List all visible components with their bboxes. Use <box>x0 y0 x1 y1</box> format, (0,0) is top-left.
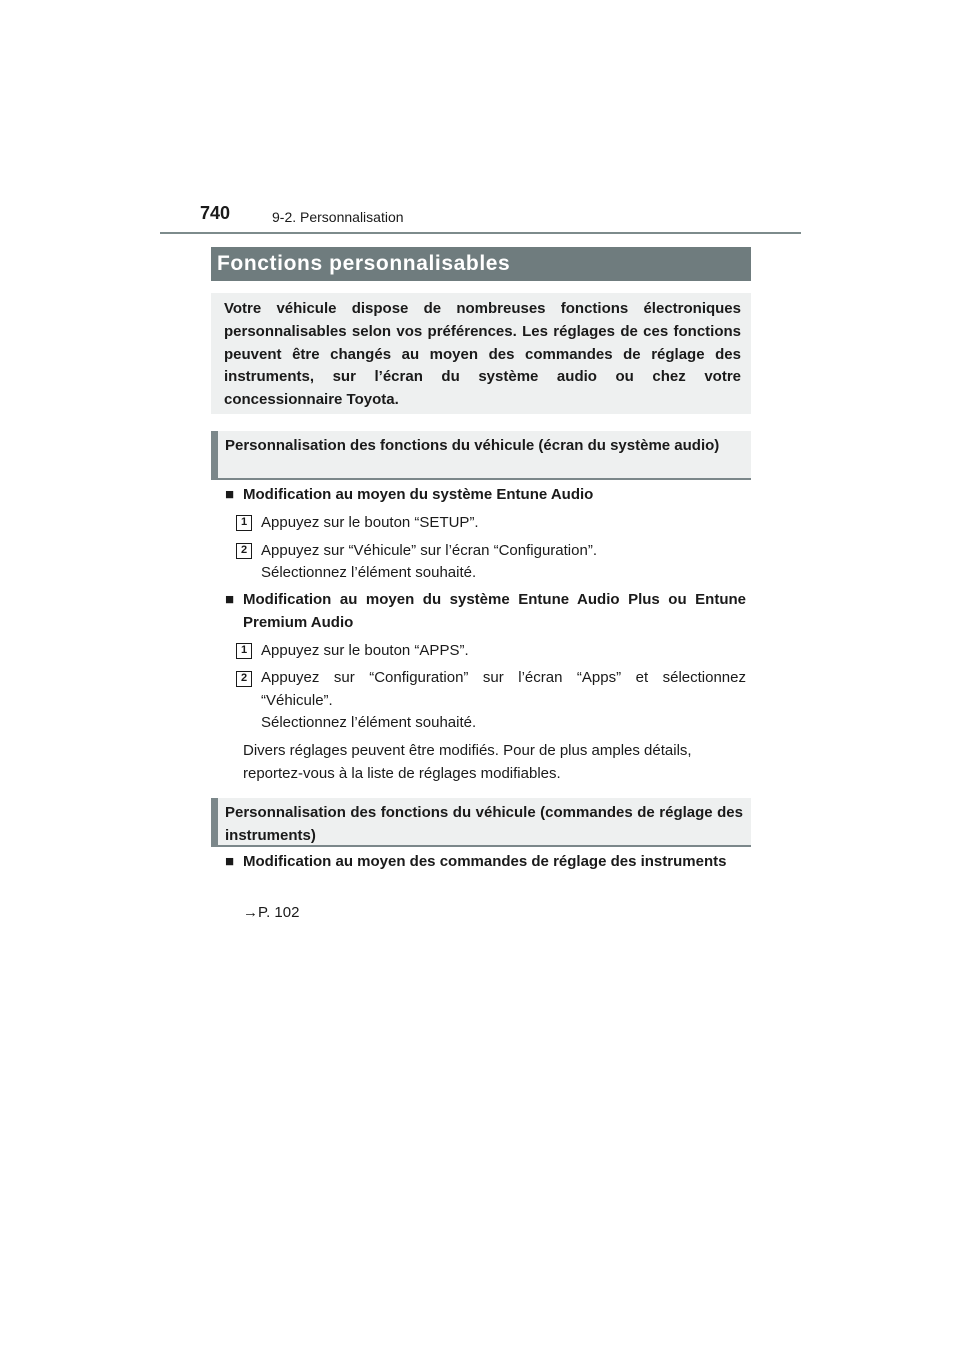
subheading-entune-audio <box>225 484 746 507</box>
square-bullet-icon: ■ <box>225 591 235 608</box>
square-bullet-icon: ■ <box>225 853 235 870</box>
page-reference-link[interactable]: →P. 102 <box>243 904 300 921</box>
step-number-badge: 1 <box>236 515 252 531</box>
step-followup-text: Sélectionnez l’élément souhaité. <box>261 564 477 581</box>
step-number-badge: 2 <box>236 671 252 687</box>
step-text: Appuyez sur le bouton “APPS”. <box>261 642 469 659</box>
subheading-text: Modification au moyen du système Entune Audio <box>243 486 594 503</box>
section-heading-instruments: Personnalisation des fonctions du véhicule (commandes de réglage des instruments) <box>211 798 751 847</box>
step-text: Appuyez sur “Véhicule” sur l’écran “Configuration”. <box>261 542 597 559</box>
step-followup-text: Sélectionnez l’élément souhaité. <box>261 714 477 731</box>
subheading-text: Modification au moyen du système Entune Audio Plus ou Entune Premium Audio <box>243 591 746 631</box>
step-text: Appuyez sur “Configuration” sur l’écran “Apps” et sélectionnez “Véhicule”. <box>261 669 746 709</box>
page-number: 740 <box>200 203 231 223</box>
step-text: Appuyez sur le bouton “SETUP”. <box>261 514 479 531</box>
step-number-badge: 1 <box>236 643 252 659</box>
page-title: Fonctions personnalisables <box>211 247 751 281</box>
subheading-entune-plus <box>225 589 746 635</box>
intro-text: Votre véhicule dispose de nombreuses fonctions électroniques personnalisables selon vos préférences. Les réglages de ces fonctions peuvent être changés au moyen des commandes de réglage des instruments, sur l’écran du système audio ou chez votre concessionnaire Toyota. <box>211 293 751 414</box>
chapter-title: 9-2. Personnalisation <box>272 209 404 225</box>
note-text: Divers réglages peuvent être modifiés. Pour de plus amples détails, reportez-vous à la liste de réglages modifiables. <box>243 742 692 782</box>
header-rule <box>160 232 801 234</box>
section-heading-audio: Personnalisation des fonctions du véhicule (écran du système audio) <box>211 431 751 480</box>
square-bullet-icon: ■ <box>225 486 235 503</box>
subheading-instrument-controls <box>225 851 746 874</box>
step-number-badge: 2 <box>236 543 252 559</box>
subheading-text: Modification au moyen des commandes de réglage des instruments <box>243 853 727 870</box>
